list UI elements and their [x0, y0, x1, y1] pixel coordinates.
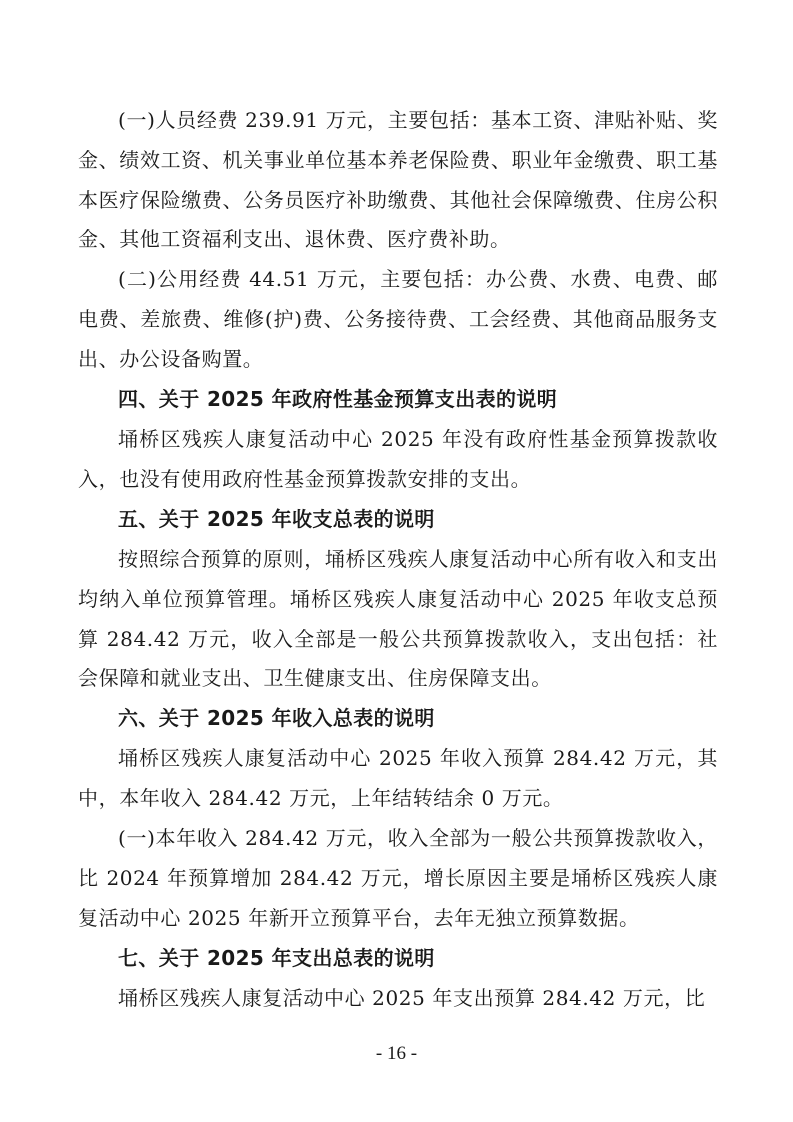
heading-section-7: 七、关于 2025 年支出总表的说明 — [118, 946, 435, 970]
paragraph-section-4: 埇桥区残疾人康复活动中心 2025 年没有政府性基金预算拨款收入，也没有使用政府性基金预算拨款安排的支出。 — [78, 427, 718, 491]
heading-section-4: 四、关于 2025 年政府性基金预算支出表的说明 — [118, 387, 558, 411]
heading-section-6: 六、关于 2025 年收入总表的说明 — [118, 706, 435, 730]
paragraph-section-6-detail: (一)本年收入 284.42 万元，收入全部为一般公共预算拨款收入，比 2024 年预算增加 284.42 万元，增长原因主要是埇桥区残疾人康复活动中心 2025 年新开立预算平台，去年无独立预算数据。 — [78, 826, 718, 930]
heading-section-5: 五、关于 2025 年收支总表的说明 — [118, 507, 435, 531]
paragraph-section-5: 按照综合预算的原则，埇桥区残疾人康复活动中心所有收入和支出均纳入单位预算管理。埇桥区残疾人康复活动中心 2025 年收支总预算 284.42 万元，收入全部是一般公共预算拨款收入，支出包括：社会保障和就业支出、卫生健康支出、住房保障支出。 — [78, 547, 718, 691]
page-number: - 16 - — [375, 1043, 418, 1064]
paragraph-personnel-expenses: (一)人员经费 239.91 万元，主要包括：基本工资、津贴补贴、奖金、绩效工资、机关事业单位基本养老保险费、职业年金缴费、职工基本医疗保险缴费、公务员医疗补助缴费、其他社会保障缴费、住房公积金、其他工资福利支出、退休费、医疗费补助。 — [78, 108, 718, 252]
paragraph-section-7: 埇桥区残疾人康复活动中心 2025 年支出预算 284.42 万元，比 — [118, 986, 706, 1010]
paragraph-public-expenses: (二)公用经费 44.51 万元，主要包括：办公费、水费、电费、邮电费、差旅费、维修(护)费、公务接待费、工会经费、其他商品服务支出、办公设备购置。 — [78, 267, 718, 371]
paragraph-section-6: 埇桥区残疾人康复活动中心 2025 年收入预算 284.42 万元，其中，本年收入 284.42 万元，上年结转结余 0 万元。 — [78, 746, 718, 810]
